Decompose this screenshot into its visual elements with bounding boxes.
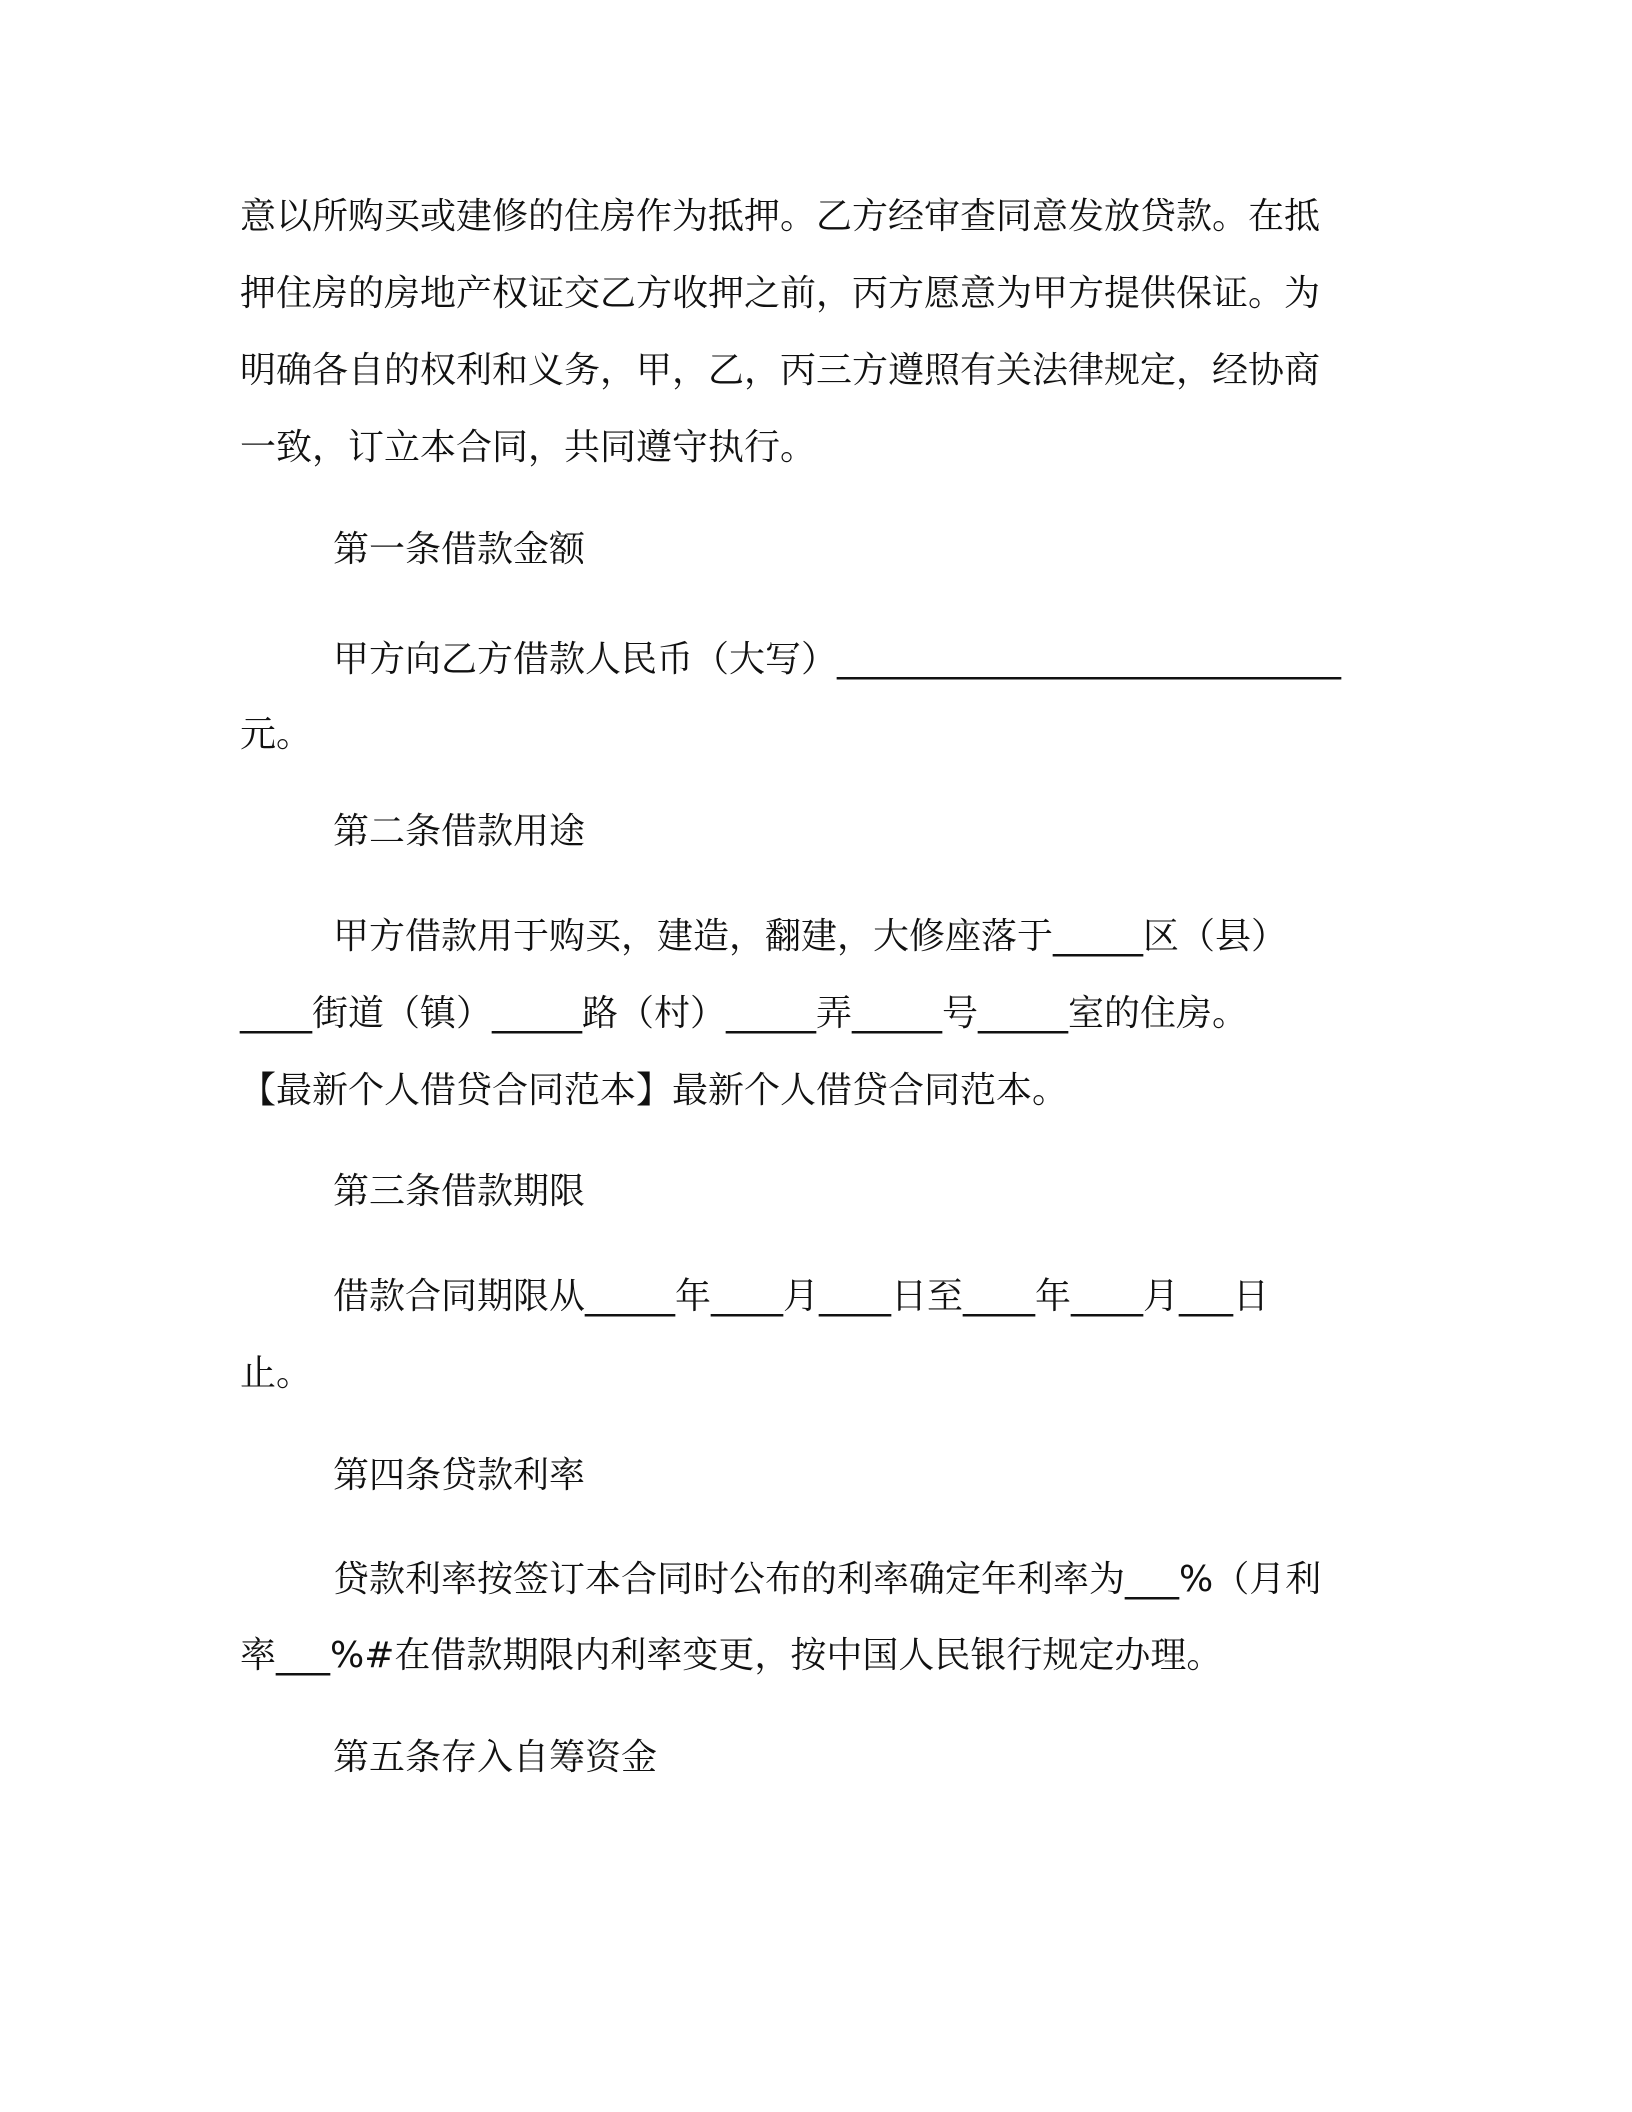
article-2-line-2: ____街道（镇）_____路（村）_____弄_____号_____室的住房。	[240, 993, 1249, 1034]
article-4-line-2: 率___%#在借款期限内利率变更，按中国人民银行规定办理。	[240, 1635, 1223, 1676]
article-3-line-1: 借款合同期限从_____年____月____日至____年____月___日	[333, 1276, 1270, 1317]
article-2-title: 第二条借款用途	[333, 811, 586, 852]
article-1-title: 第一条借款金额	[333, 529, 586, 570]
article-2-line-1: 甲方借款用于购买，建造，翻建，大修座落于_____区（县）	[333, 916, 1288, 957]
intro-line-4: 一致，订立本合同，共同遵守执行。	[240, 427, 817, 468]
article-3-title: 第三条借款期限	[333, 1171, 586, 1212]
article-4-line-1: 贷款利率按签订本合同时公布的利率确定年利率为___%（月利	[333, 1559, 1322, 1600]
article-1-line-1: 甲方向乙方借款人民币（大写）____________________________	[333, 639, 1342, 680]
intro-line-1: 意以所购买或建修的住房作为抵押。乙方经审查同意发放贷款。在抵	[240, 196, 1321, 237]
article-4-title: 第四条贷款利率	[333, 1455, 586, 1496]
intro-line-2: 押住房的房地产权证交乙方收押之前，丙方愿意为甲方提供保证。为	[240, 273, 1321, 314]
intro-line-3: 明确各自的权利和义务，甲，乙，丙三方遵照有关法律规定，经协商	[240, 350, 1321, 391]
article-3-line-2: 止。	[240, 1353, 313, 1394]
article-2-line-3: 【最新个人借贷合同范本】最新个人借贷合同范本。	[240, 1070, 1069, 1111]
article-5-title: 第五条存入自筹资金	[333, 1737, 658, 1778]
article-1-line-2: 元。	[240, 714, 313, 755]
